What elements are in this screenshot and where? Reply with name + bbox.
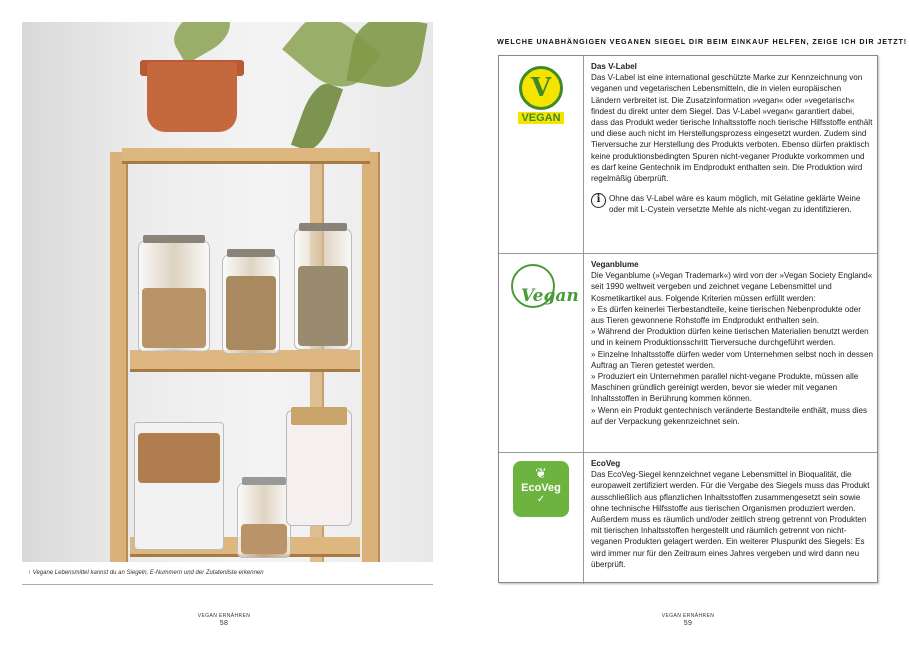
criterion-item: » Während der Produktion dürfen keine tierischen Materialien benutzt werden und in keinem Produktionsschritt Tierversuche durchgeführt werden. (591, 327, 869, 348)
page-number: 59 (683, 620, 693, 627)
photo-caption: ↑ Vegane Lebensmittel kannst du an Siegeln, E-Nummern und der Zutatenliste erkennen (28, 570, 264, 576)
seal-row-v-label: V VEGAN Das V-Label Das V-Label ist eine international geschützte Marke zur Kennzeichnung von veganen und vegetarischen Lebensmitteln, die in vielen europäischen Ländern verbreitet ist. Die Zusatzinformation »vegan« oder »vegetarisch« findest du direkt unter dem Siegel. Das V-Label »vegan« garantiert dabei, dass das Produkt weder tierische Inhaltsstoffe noch tierische Hilfsstoffe enthält und diese auch nicht im Herstellungsprozess eingesetzt wurden. Zudem sind Tierversuche zur Herstellung des Produkts verboten. Ebenso dürfen praktisch keine produktionsbedingten Spuren nicht-veganer Produkte vorkommen und es darf keine Gentechnik im Endprodukt enthalten sein. Die Produktion wird regelmäßig überprüft. i Ohne das V-Label wäre es kaum möglich, mit Gelatine geklärte Weine oder mit L-Cystein versetzte Mehle als nicht-vegan zu identifizieren. (499, 56, 877, 254)
criterion-item: » Einzelne Inhaltsstoffe dürfen weder vom Unternehmen selbst noch in dessen Auftrag an Tieren getestet werden. (591, 349, 873, 370)
info-icon: i (591, 193, 606, 208)
seal-row-ecoveg: ❦ EcoVeg ✓ EcoVeg Das EcoVeg-Siegel kennzeichnet vegane Lebensmittel in Bioqualität, die europaweit zertifiziert werden. Für die Vergabe des Siegels muss das Produkt ausschließlich aus pflanzlichen Inhaltsstoffen zusammengesetzt sein sowie ohne technische Hilfsstoffe aus tierischen Organismen produziert werden. Außerdem muss es räumlich und/oder zeitlich streng getrennt von Produkten mit tierischen Inhaltsstoffen hergestellt und räumlich getrennt von nicht-veganen Produkten gelagert werden. Ein weiterer Pluspunkt des Siegels: Es wird immer nur für den Zeitraum eines Jahres vergeben und wird dann neu überprüft. (499, 453, 877, 584)
criterion-item: » Es dürfen keinerlei Tierbestandteile, keine tierischen Nebenprodukte oder aus Tieren gewonnene Rohstoffe im Endprodukt enthalten sein. (591, 304, 861, 326)
criterion-item: » Wenn ein Produkt gentechnisch veränderte Bestandteile enthält, muss dies auf der Verpackung gekennzeichnet sein. (591, 405, 868, 426)
page-heading: WELCHE UNABHÄNGIGEN VEGANEN SIEGEL DIR BEIM EINKAUF HELFEN, ZEIGE ICH DIR JETZT! (497, 37, 908, 46)
page-number: 58 (219, 620, 229, 627)
left-footer: VEGAN ERNÄHREN 58 (164, 613, 284, 627)
info-note: i Ohne das V-Label wäre es kaum möglich, mit Gelatine geklärte Weine oder mit L-Cystein versetzte Mehle als nicht-vegan zu identifizieren. (591, 193, 873, 215)
seal-row-veganblume: Vegan Veganblume Die Veganblume (»Vegan Trademark«) wird von der »Vegan Society England« seit 1990 weltweit vergeben und zeichnet vegane Lebensmittel und Kosmetikartikel aus. Folgende Kriterien müssen erfüllt werden: » Es dürfen keinerlei Tierbestandteile, keine tierischen Nebenprodukte oder aus Tieren gewonnene Rohstoffe im Endprodukt enthalten sein. » Während der Produktion dürfen keine tierischen Materialien benutzt werden und in keinem Produktionsschritt Tierversuche durchgeführt werden. » Einzelne Inhaltsstoffe dürfen weder vom Unternehmen selbst noch in dessen Auftrag an Tieren getestet werden. » Produziert ein Unternehmen parallel nicht-vegane Produkte, müssen alle Maschinen gründlich gereinigt werden, bevor sie wieder mit veganen Inhaltsstoffen in Berührung kommen können. » Wenn ein Produkt gentechnisch veränderte Bestandteile enthält, muss dies auf der Verpackung gekennzeichnet sein. (499, 254, 877, 453)
v-label-logo-icon: V (519, 66, 563, 110)
right-footer: VEGAN ERNÄHREN 59 (628, 613, 748, 627)
ecoveg-logo-icon: ❦ EcoVeg ✓ (513, 461, 569, 517)
caption-divider (22, 584, 433, 585)
criterion-item: » Produziert ein Unternehmen parallel nicht-vegane Produkte, müssen alle Maschinen gründlich gereinigt werden, bevor sie wieder mit veganen Inhaltsstoffen in Berührung kommen können. (591, 372, 859, 404)
shelf-photo (22, 22, 433, 562)
seal-table (498, 55, 878, 583)
